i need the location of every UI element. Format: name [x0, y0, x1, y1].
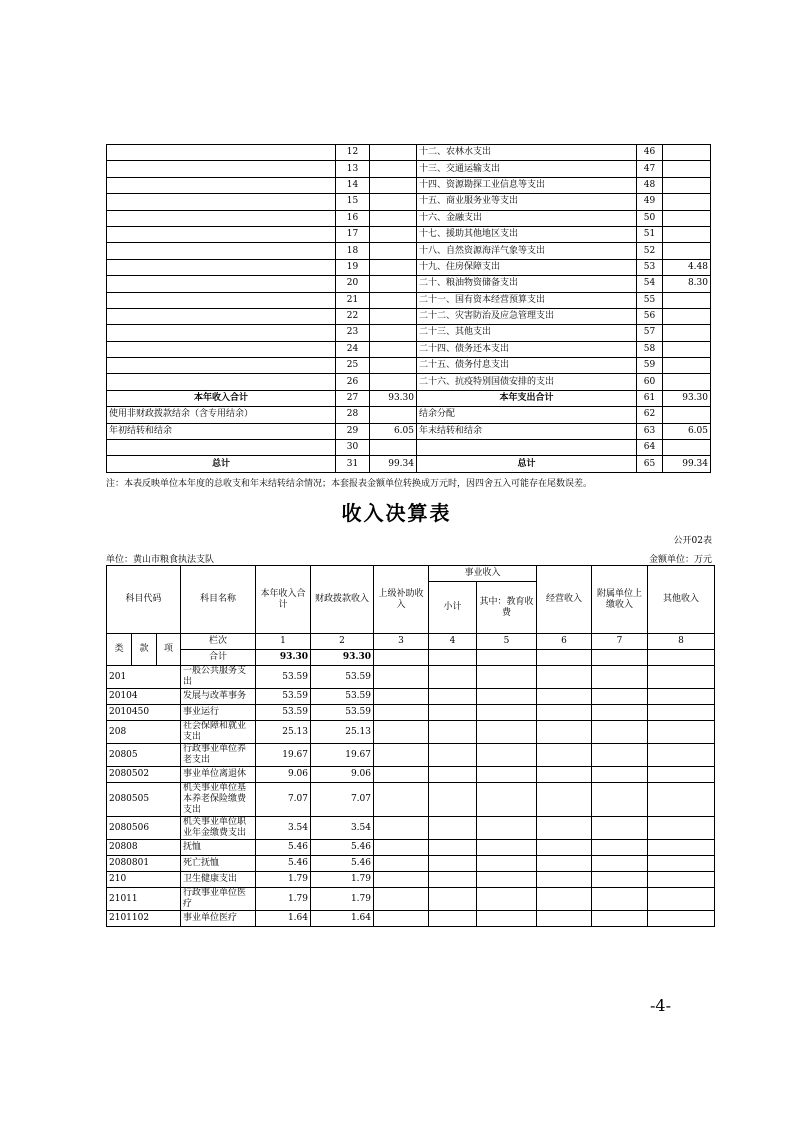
cell-left — [107, 308, 336, 324]
header-subtotal: 小计 — [429, 582, 477, 634]
header-lei: 类 — [107, 634, 132, 666]
cell-lv — [370, 325, 417, 341]
cell-left — [107, 226, 336, 242]
col-num-3: 3 — [374, 634, 429, 650]
cell-rv — [663, 374, 711, 390]
table-row — [107, 840, 715, 856]
cell-rn: 53 — [637, 259, 663, 275]
cell-left — [107, 145, 336, 161]
cell-ln: 28 — [336, 407, 370, 423]
cell-ln: 22 — [336, 308, 370, 324]
cell-rv — [663, 210, 711, 226]
cell-right: 十六、金融支出 — [417, 210, 637, 226]
cell-total: 5.46 — [256, 856, 311, 872]
cell-right: 二十五、债务付息支出 — [417, 358, 637, 374]
table-row — [107, 783, 715, 817]
cell-left — [107, 374, 336, 390]
cell-total: 25.13 — [256, 721, 311, 744]
cell-rn: 56 — [637, 308, 663, 324]
cell-lv — [370, 440, 417, 456]
cell-lv — [370, 210, 417, 226]
table-row — [107, 817, 715, 840]
col-num-5: 5 — [477, 634, 537, 650]
cell-lv — [370, 259, 417, 275]
table-row — [107, 689, 715, 705]
cell-lv — [370, 194, 417, 210]
cell-rn: 48 — [637, 177, 663, 193]
cell-ln: 12 — [336, 145, 370, 161]
unit-label: 单位：黄山市粮食执法支队 — [106, 555, 215, 565]
cell-rv: 8.30 — [663, 276, 711, 292]
cell-lv — [370, 243, 417, 259]
cell-total: 5.46 — [256, 840, 311, 856]
table-note: 注：本表反映单位本年度的总收支和年末结转结余情况；本套报表金额单位转换成万元时，因四舍五入可能存在尾数误差。 — [106, 479, 593, 489]
cell-rv — [663, 440, 711, 456]
cell-fiscal: 53.59 — [311, 666, 374, 689]
cell-total: 1.79 — [256, 872, 311, 888]
cell-rv — [663, 407, 711, 423]
cell-rn: 54 — [637, 276, 663, 292]
cell-lv — [370, 341, 417, 357]
cell-fiscal: 53.59 — [311, 689, 374, 705]
cell-total: 53.59 — [256, 705, 311, 721]
cell-fiscal: 5.46 — [311, 840, 374, 856]
col-num-2: 2 — [311, 634, 374, 650]
cell-rn: 59 — [637, 358, 663, 374]
cell-name: 死亡抚恤 — [181, 856, 256, 872]
cell-total: 1.79 — [256, 888, 311, 911]
income-expense-table — [106, 144, 711, 473]
cell-ln: 21 — [336, 292, 370, 308]
table-row — [107, 705, 715, 721]
cell-right: 二十六、抗疫特别国债安排的支出 — [417, 374, 637, 390]
cell-rn: 50 — [637, 210, 663, 226]
cell-fiscal: 25.13 — [311, 721, 374, 744]
cell-right: 十九、住房保障支出 — [417, 259, 637, 275]
header-superior: 上级补助收入 — [374, 566, 429, 634]
cell-rn: 60 — [637, 374, 663, 390]
header-lanci: 栏次 — [181, 634, 256, 650]
cell-rv — [663, 177, 711, 193]
cell-right: 十七、援助其他地区支出 — [417, 226, 637, 242]
cell-rv — [663, 341, 711, 357]
cell-rv — [663, 226, 711, 242]
cell-code: 210 — [107, 872, 181, 888]
table-row — [107, 226, 711, 242]
cell-left: 使用非财政拨款结余（含专用结余） — [107, 407, 336, 423]
table-row — [107, 390, 711, 406]
cell-left — [107, 341, 336, 357]
cell-code: 208 — [107, 721, 181, 744]
table-row — [107, 721, 715, 744]
table-row — [107, 407, 711, 423]
cell-rv — [663, 243, 711, 259]
cell-name: 社会保障和就业支出 — [181, 721, 256, 744]
cell-name: 事业单位医疗 — [181, 911, 256, 927]
table-row — [107, 888, 715, 911]
cell-code: 20805 — [107, 744, 181, 767]
cell-name: 事业运行 — [181, 705, 256, 721]
cell-rv: 93.30 — [663, 390, 711, 406]
cell-lv — [370, 161, 417, 177]
cell-rv: 99.34 — [663, 456, 711, 472]
cell-ln: 23 — [336, 325, 370, 341]
cell-left — [107, 210, 336, 226]
cell-code: 20808 — [107, 840, 181, 856]
cell-lv — [370, 407, 417, 423]
cell-rn: 47 — [637, 161, 663, 177]
cell-right: 十二、农林水支出 — [417, 145, 637, 161]
row-heji-label: 合计 — [181, 650, 256, 666]
col-num-7: 7 — [592, 634, 648, 650]
table-row — [107, 666, 715, 689]
cell-name: 卫生健康支出 — [181, 872, 256, 888]
cell-right: 二十四、债务还本支出 — [417, 341, 637, 357]
table-row — [107, 145, 711, 161]
col-num-4: 4 — [429, 634, 477, 650]
cell-fiscal: 1.64 — [311, 911, 374, 927]
cell-ln: 20 — [336, 276, 370, 292]
cell-lv: 6.05 — [370, 423, 417, 439]
table-row — [107, 856, 715, 872]
cell-fiscal: 7.07 — [311, 783, 374, 817]
cell-total: 7.07 — [256, 783, 311, 817]
cell-rv — [663, 194, 711, 210]
page-title: 收入决算表 — [341, 501, 452, 525]
cell-ln: 17 — [336, 226, 370, 242]
cell-rv — [663, 292, 711, 308]
cell-left: 年初结转和结余 — [107, 423, 336, 439]
cell-rn: 58 — [637, 341, 663, 357]
cell-ln: 29 — [336, 423, 370, 439]
cell-fiscal: 1.79 — [311, 872, 374, 888]
money-unit-label: 金额单位：万元 — [648, 555, 712, 565]
cell-left — [107, 161, 336, 177]
table-row — [107, 177, 711, 193]
table-row — [107, 358, 711, 374]
cell-fiscal: 19.67 — [311, 744, 374, 767]
cell-ln: 15 — [336, 194, 370, 210]
cell-lv — [370, 145, 417, 161]
cell-right: 十三、交通运输支出 — [417, 161, 637, 177]
cell-rn: 62 — [637, 407, 663, 423]
cell-name: 行政事业单位养老支出 — [181, 744, 256, 767]
header-total: 本年收入合计 — [256, 566, 311, 634]
cell-rn: 52 — [637, 243, 663, 259]
cell-right: 二十三、其他支出 — [417, 325, 637, 341]
cell-rv — [663, 145, 711, 161]
cell-name: 行政事业单位医疗 — [181, 888, 256, 911]
table-row — [107, 767, 715, 783]
cell-ln: 27 — [336, 390, 370, 406]
cell-name: 机关事业单位职业年金缴费支出 — [181, 817, 256, 840]
cell-lv — [370, 358, 417, 374]
col-num-8: 8 — [648, 634, 715, 650]
row-heji-total: 93.30 — [256, 650, 311, 666]
cell-lv — [370, 276, 417, 292]
header-edu: 其中：教育收费 — [477, 582, 537, 634]
cell-left — [107, 325, 336, 341]
cell-rn: 61 — [637, 390, 663, 406]
cell-code: 20104 — [107, 689, 181, 705]
cell-total: 53.59 — [256, 666, 311, 689]
cell-ln: 18 — [336, 243, 370, 259]
table-row — [107, 161, 711, 177]
cell-code: 2080505 — [107, 783, 181, 817]
cell-name: 机关事业单位基本养老保险缴费支出 — [181, 783, 256, 817]
cell-rn: 63 — [637, 423, 663, 439]
cell-left: 本年收入合计 — [107, 390, 336, 406]
cell-fiscal: 1.79 — [311, 888, 374, 911]
cell-rn: 55 — [637, 292, 663, 308]
cell-code: 2080801 — [107, 856, 181, 872]
cell-total: 19.67 — [256, 744, 311, 767]
header-business: 事业收入 — [429, 566, 537, 582]
cell-rv — [663, 161, 711, 177]
cell-rn: 65 — [637, 456, 663, 472]
table-row — [107, 325, 711, 341]
cell-code: 2010450 — [107, 705, 181, 721]
cell-rn: 57 — [637, 325, 663, 341]
cell-lv — [370, 308, 417, 324]
cell-ln: 13 — [336, 161, 370, 177]
cell-code: 201 — [107, 666, 181, 689]
form-code: 公开02表 — [673, 536, 712, 546]
cell-rv — [663, 358, 711, 374]
table-row — [107, 423, 711, 439]
cell-right: 十五、商业服务业等支出 — [417, 194, 637, 210]
cell-code: 21011 — [107, 888, 181, 911]
cell-right: 结余分配 — [417, 407, 637, 423]
table-row — [107, 440, 711, 456]
cell-fiscal: 5.46 — [311, 856, 374, 872]
table-row — [107, 292, 711, 308]
cell-lv: 99.34 — [370, 456, 417, 472]
cell-ln: 25 — [336, 358, 370, 374]
cell-right: 十四、资源勘探工业信息等支出 — [417, 177, 637, 193]
cell-code: 2080506 — [107, 817, 181, 840]
table-row — [107, 259, 711, 275]
cell-rv: 4.48 — [663, 259, 711, 275]
table-row — [107, 911, 715, 927]
table-row — [107, 210, 711, 226]
cell-right: 年末结转和结余 — [417, 423, 637, 439]
cell-ln: 16 — [336, 210, 370, 226]
cell-left — [107, 276, 336, 292]
cell-lv: 93.30 — [370, 390, 417, 406]
table-row — [107, 374, 711, 390]
cell-fiscal: 3.54 — [311, 817, 374, 840]
cell-left — [107, 177, 336, 193]
cell-rn: 51 — [637, 226, 663, 242]
cell-ln: 31 — [336, 456, 370, 472]
income-final-table — [106, 565, 715, 927]
table-row — [107, 341, 711, 357]
cell-right: 二十、粮油物资储备支出 — [417, 276, 637, 292]
cell-left: 总计 — [107, 456, 336, 472]
cell-name: 抚恤 — [181, 840, 256, 856]
cell-right: 本年支出合计 — [417, 390, 637, 406]
col-num-1: 1 — [256, 634, 311, 650]
cell-name: 一般公共服务支出 — [181, 666, 256, 689]
header-kuan: 款 — [132, 634, 157, 666]
table-row — [107, 308, 711, 324]
cell-total: 9.06 — [256, 767, 311, 783]
cell-ln: 26 — [336, 374, 370, 390]
cell-fiscal: 53.59 — [311, 705, 374, 721]
cell-lv — [370, 292, 417, 308]
cell-code: 2101102 — [107, 911, 181, 927]
cell-right — [417, 440, 637, 456]
cell-rv: 6.05 — [663, 423, 711, 439]
cell-total: 53.59 — [256, 689, 311, 705]
cell-right: 十八、自然资源海洋气象等支出 — [417, 243, 637, 259]
cell-ln: 19 — [336, 259, 370, 275]
cell-code: 2080502 — [107, 767, 181, 783]
cell-left — [107, 194, 336, 210]
header-fiscal: 财政拨款收入 — [311, 566, 374, 634]
cell-total: 1.64 — [256, 911, 311, 927]
header-other: 其他收入 — [648, 566, 715, 634]
table-row — [107, 243, 711, 259]
cell-left — [107, 358, 336, 374]
header-name: 科目名称 — [181, 566, 256, 634]
cell-lv — [370, 177, 417, 193]
table-row — [107, 276, 711, 292]
cell-left — [107, 292, 336, 308]
header-operating: 经营收入 — [537, 566, 592, 634]
table-row — [107, 872, 715, 888]
table-row — [107, 194, 711, 210]
col-num-6: 6 — [537, 634, 592, 650]
cell-rv — [663, 308, 711, 324]
cell-ln: 14 — [336, 177, 370, 193]
table-row — [107, 744, 715, 767]
header-affiliated: 附属单位上缴收入 — [592, 566, 648, 634]
cell-left — [107, 243, 336, 259]
cell-total: 3.54 — [256, 817, 311, 840]
cell-left — [107, 440, 336, 456]
page-number: -4- — [650, 996, 671, 1015]
cell-lv — [370, 374, 417, 390]
cell-right: 二十二、灾害防治及应急管理支出 — [417, 308, 637, 324]
cell-rn: 64 — [637, 440, 663, 456]
cell-left — [107, 259, 336, 275]
cell-ln: 24 — [336, 341, 370, 357]
cell-name: 事业单位离退休 — [181, 767, 256, 783]
table-row — [107, 456, 711, 472]
cell-ln: 30 — [336, 440, 370, 456]
cell-rn: 46 — [637, 145, 663, 161]
header-xiang: 项 — [157, 634, 181, 666]
cell-rn: 49 — [637, 194, 663, 210]
cell-name: 发展与改革事务 — [181, 689, 256, 705]
cell-fiscal: 9.06 — [311, 767, 374, 783]
cell-lv — [370, 226, 417, 242]
cell-right: 二十一、国有资本经营预算支出 — [417, 292, 637, 308]
cell-rv — [663, 325, 711, 341]
cell-right: 总计 — [417, 456, 637, 472]
row-heji-fiscal: 93.30 — [311, 650, 374, 666]
header-code: 科目代码 — [107, 566, 181, 634]
